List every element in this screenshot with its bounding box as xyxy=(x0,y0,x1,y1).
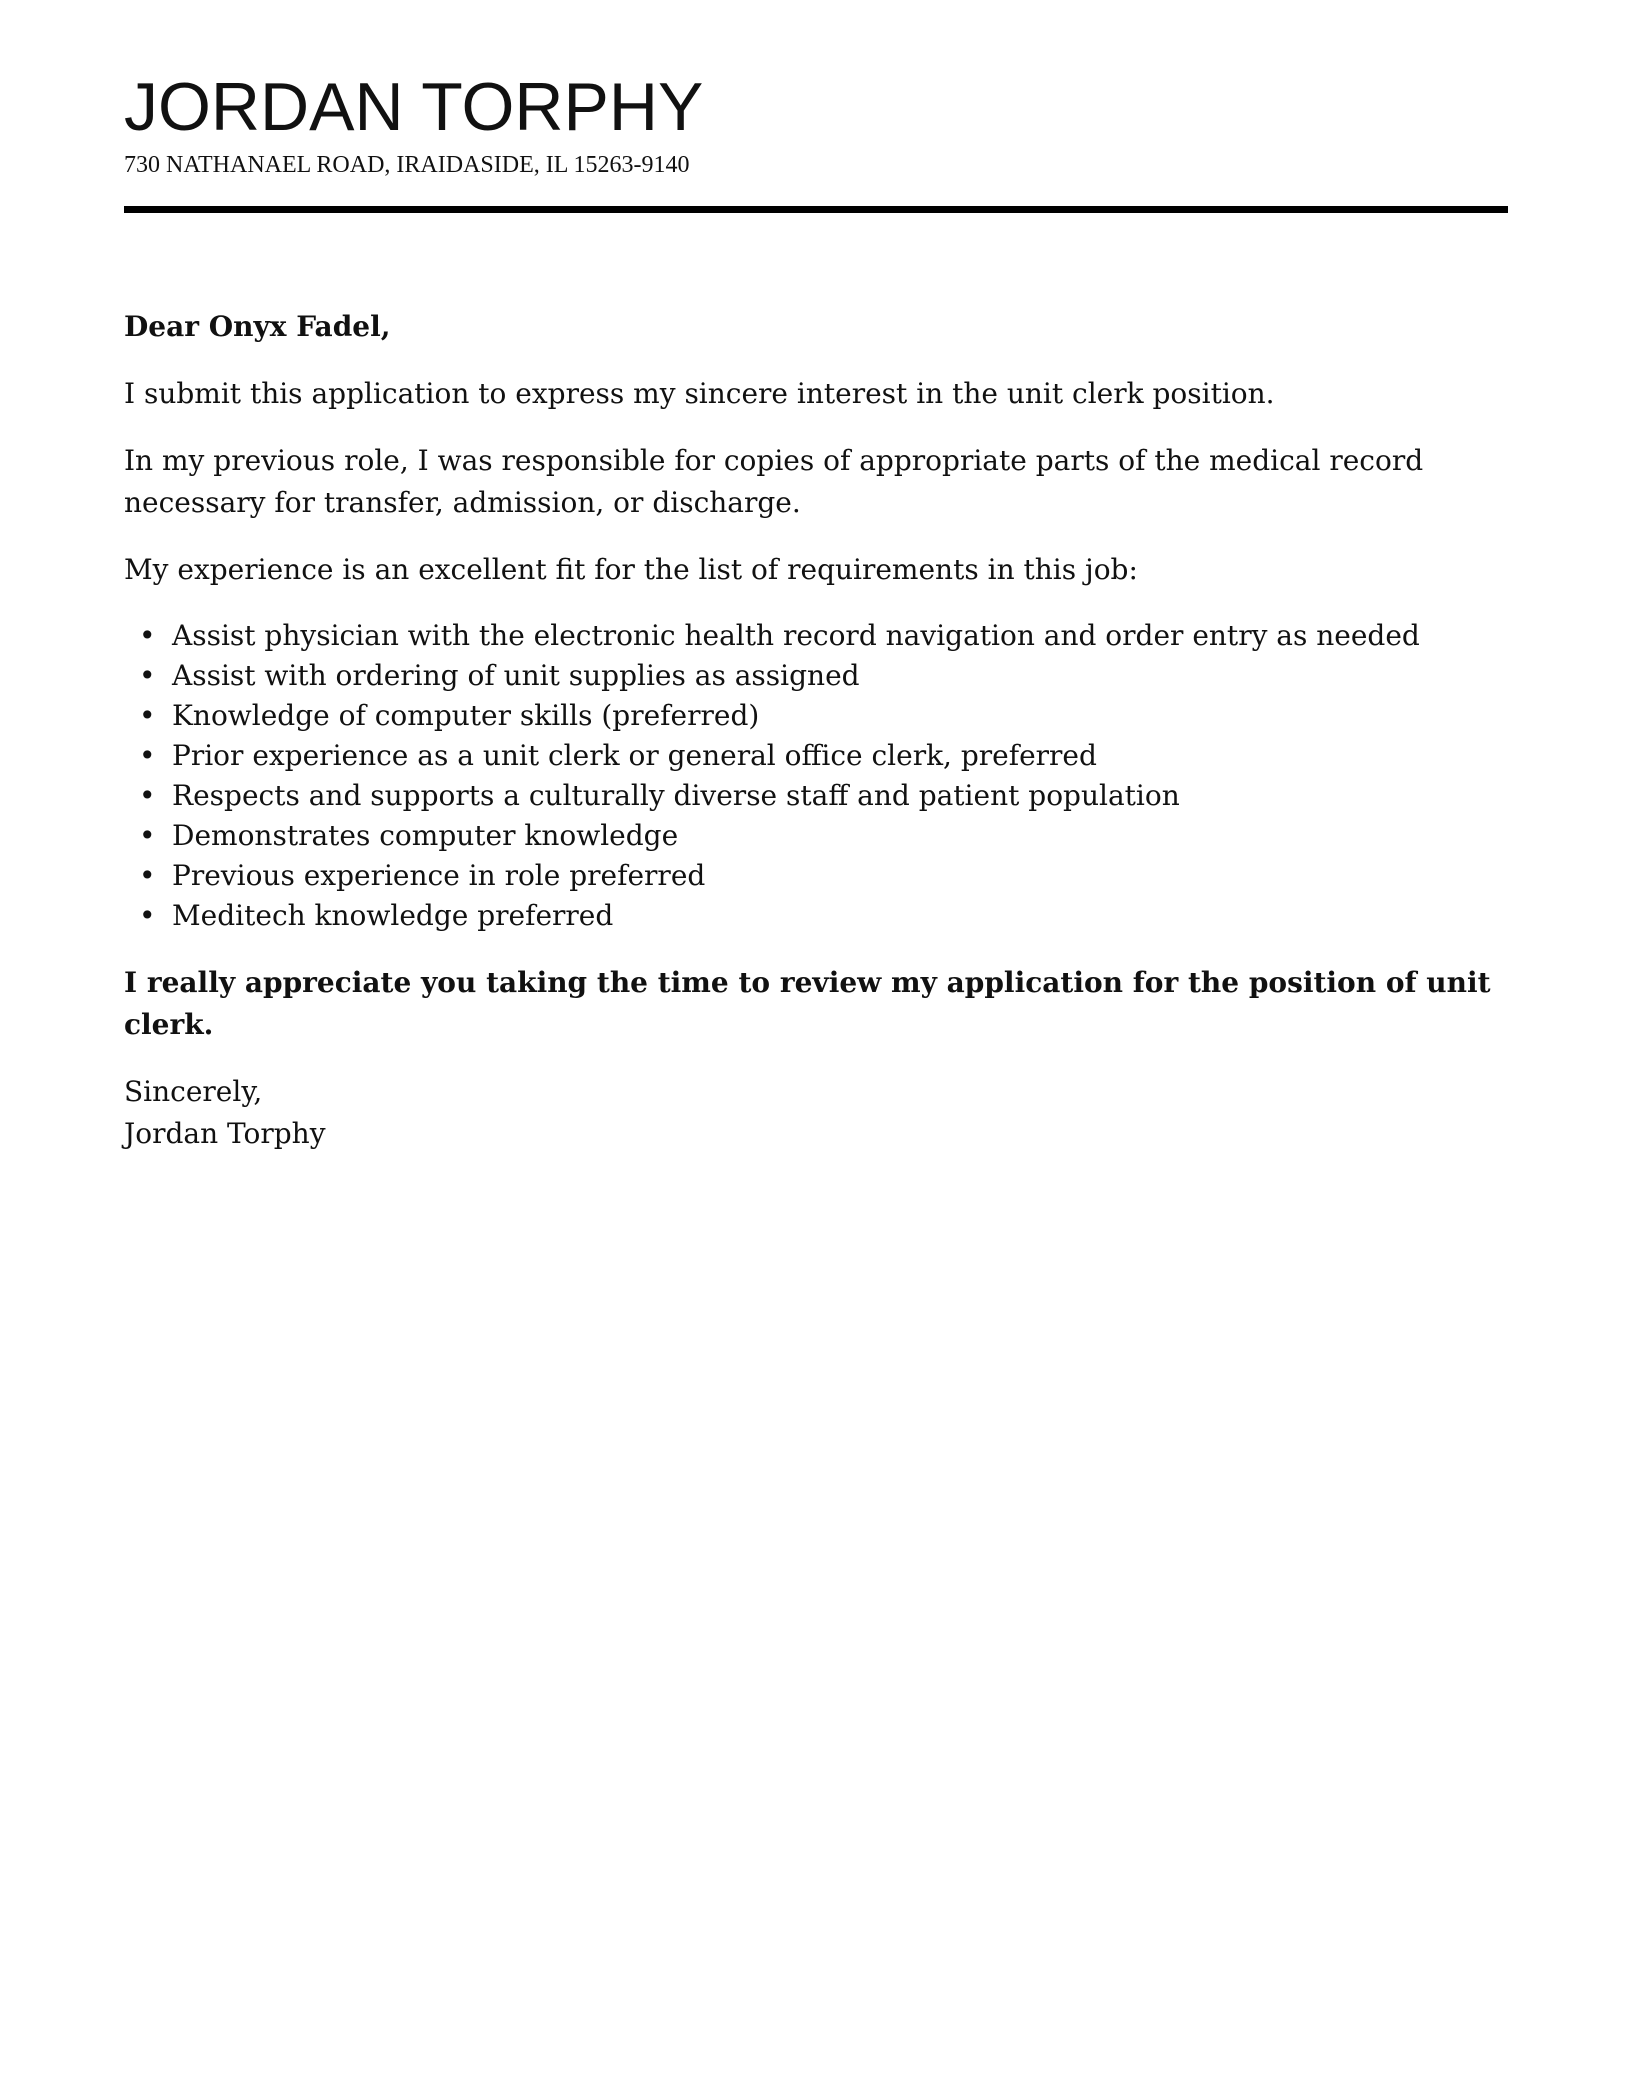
bullet-icon: • xyxy=(139,899,156,932)
requirement-text: Meditech knowledge preferred xyxy=(172,899,614,932)
intro-paragraph: I submit this application to express my sincere interest in the unit clerk position. xyxy=(124,377,1275,410)
list-item xyxy=(139,656,1508,696)
requirement-text: Assist physician with the electronic health record navigation and order entry as needed xyxy=(172,619,1420,652)
list-item xyxy=(139,816,1508,856)
list-item xyxy=(139,736,1508,776)
requirements-list xyxy=(124,616,1508,936)
signature-name: Jordan Torphy xyxy=(124,1117,326,1150)
signoff-text: Sincerely, xyxy=(124,1075,263,1108)
bullet-icon: • xyxy=(139,659,156,692)
requirement-text: Respects and supports a culturally diverse staff and patient population xyxy=(172,779,1180,812)
closing-paragraph: I really appreciate you taking the time to review my application for the position of unit clerk. xyxy=(124,966,1491,1041)
applicant-address: 730 NATHANAEL ROAD, IRAIDASIDE, IL 15263-9140 xyxy=(124,152,690,178)
bullet-icon: • xyxy=(139,739,156,772)
list-item xyxy=(139,856,1508,896)
bullet-icon: • xyxy=(139,619,156,652)
requirement-text: Prior experience as a unit clerk or general office clerk, preferred xyxy=(172,739,1097,772)
list-item xyxy=(139,696,1508,736)
list-item xyxy=(139,896,1508,936)
header-divider xyxy=(124,206,1508,213)
applicant-name: JORDAN TORPHY xyxy=(124,69,704,145)
bullet-icon: • xyxy=(139,699,156,732)
requirement-text: Assist with ordering of unit supplies as assigned xyxy=(172,659,860,692)
letter-body xyxy=(124,306,1508,1180)
list-item xyxy=(139,776,1508,816)
requirement-text: Knowledge of computer skills (preferred) xyxy=(172,699,760,732)
list-item xyxy=(139,616,1508,656)
bullet-icon: • xyxy=(139,819,156,852)
bullet-icon: • xyxy=(139,779,156,812)
requirements-intro: My experience is an excellent fit for the list of requirements in this job: xyxy=(124,553,1138,586)
requirement-text: Demonstrates computer knowledge xyxy=(172,819,679,852)
previous-role-paragraph: In my previous role, I was responsible for copies of appropriate parts of the medical record necessary for transfer, admission, or discharge. xyxy=(124,444,1424,519)
requirement-text: Previous experience in role preferred xyxy=(172,859,706,892)
bullet-icon: • xyxy=(139,859,156,892)
salutation: Dear Onyx Fadel, xyxy=(124,310,391,343)
signoff-block xyxy=(124,1071,1508,1155)
